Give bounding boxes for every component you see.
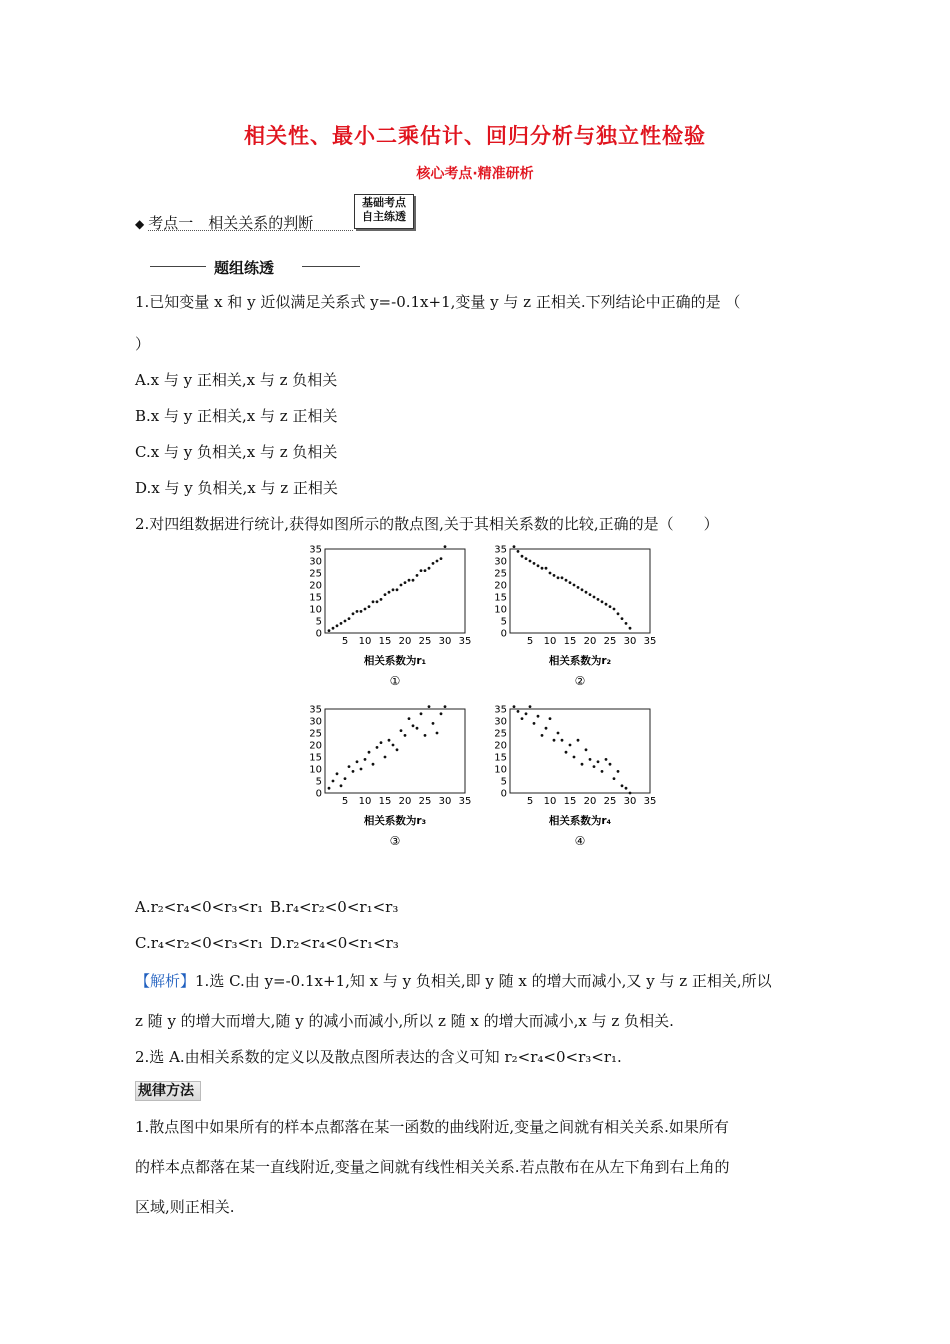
x-tick-label: 35 [643,796,657,807]
y-tick-label: 30 [494,716,507,728]
y-tick-label: 35 [309,545,322,556]
scatter-plot-4 [494,705,656,846]
section-underline [148,230,353,231]
solution-line1 [135,970,772,991]
data-point [609,763,612,766]
section-stamp [354,194,414,229]
rule-line3: 区域,则正相关. [135,1198,235,1216]
q1-option-a: A.x 与 y 正相关,x 与 z 负相关 [135,371,338,389]
data-point [428,567,431,570]
data-point [408,579,411,582]
y-tick-label: 30 [309,716,322,728]
data-point [533,562,536,565]
x-tick-label: 20 [583,796,597,807]
data-point [376,746,379,749]
data-point [388,739,391,742]
q2-option-b: B.r₄<r₂<0<r₁<r₃ [270,898,399,916]
data-point [621,784,624,787]
y-tick-label: 5 [315,776,322,788]
data-point [380,741,383,744]
data-point [625,787,628,790]
data-point [364,758,367,761]
data-point [412,579,415,582]
y-tick-label: 35 [494,704,507,716]
x-tick-label: 35 [643,636,657,647]
page-title: 相关性、最小二乘估计、回归分析与独立性检验 [244,124,706,148]
data-point [372,763,375,766]
y-tick-label: 20 [309,580,322,592]
data-point [625,622,628,625]
data-point [336,772,339,775]
data-point [396,588,399,591]
plot-number: ① [389,674,401,688]
data-point [585,591,588,594]
x-tick-label: 20 [398,796,412,807]
data-point [424,734,427,737]
data-point [344,620,347,623]
y-tick-label: 15 [309,752,322,764]
scatter-plot-2 [494,545,656,688]
data-point [549,572,552,575]
q2-stem: 2.对四组数据进行统计,获得如图所示的散点图,关于其相关系数的比较,正确的是（ ） [135,515,719,533]
data-point [517,550,520,553]
data-point [521,555,524,558]
data-point [332,627,335,630]
y-tick-label: 0 [500,788,507,800]
data-point [545,567,548,570]
plot-number: ④ [574,834,586,845]
plot-caption: 相关系数为r₂ [548,655,612,667]
data-point [577,739,580,742]
data-point [553,739,556,742]
data-point [384,593,387,596]
y-tick-label: 30 [309,556,322,568]
data-point [356,610,359,613]
y-tick-label: 15 [309,592,322,604]
data-point [404,581,407,584]
data-point [444,705,447,708]
data-point [352,612,355,615]
group-heading-text: 题组练透 [214,259,275,277]
scatter-plot-1 [309,545,471,688]
data-point [392,588,395,591]
data-point [444,545,447,548]
x-tick-label: 10 [543,636,557,647]
data-point [396,748,399,751]
q1-option-c: C.x 与 y 负相关,x 与 z 负相关 [135,443,338,461]
rule-heading-text: 规律方法 [138,1083,194,1099]
q2-option-a: A.r₂<r₄<0<r₃<r₁ [135,898,264,916]
q1-stem-line1: 1.已知变量 x 和 y 近似满足关系式 y=-0.1x+1,变量 y 与 z 正相关.下列结论中正确的是 （ [135,293,741,311]
x-tick-label: 10 [358,636,372,647]
data-point [629,627,632,630]
q1-stem-line2: ） [135,335,151,353]
x-tick-label: 15 [378,796,392,807]
data-point [561,576,564,579]
y-tick-label: 10 [494,604,507,616]
plot-number: ③ [389,834,401,845]
y-tick-label: 35 [309,704,322,716]
data-point [557,576,560,579]
y-tick-label: 20 [494,580,507,592]
data-point [404,734,407,737]
diamond-icon: ◆ [135,217,145,231]
data-point [336,624,339,627]
group-heading-line-right [302,266,360,267]
data-point [360,610,363,613]
data-point [553,574,556,577]
data-point [368,605,371,608]
data-point [432,562,435,565]
data-point [380,598,383,601]
plot-frame [510,709,650,793]
data-point [593,596,596,599]
data-point [424,569,427,572]
data-point [420,569,423,572]
y-tick-label: 15 [494,592,507,604]
x-tick-label: 5 [341,796,349,807]
data-point [541,567,544,570]
scatter-plot-3 [309,705,471,846]
data-point [609,605,612,608]
y-tick-label: 10 [309,764,322,776]
data-point [436,732,439,735]
data-point [561,739,564,742]
y-tick-label: 25 [309,728,322,740]
data-point [428,705,431,708]
data-point [352,770,355,773]
stamp-line2: 自主练透 [362,210,406,223]
data-point [412,724,415,727]
data-point [400,584,403,587]
data-point [328,629,331,632]
x-tick-label: 30 [623,796,637,807]
y-tick-label: 5 [500,616,507,628]
y-tick-label: 0 [315,628,322,640]
data-point [529,705,532,708]
data-point [360,768,363,771]
data-point [597,598,600,601]
data-point [521,717,524,720]
data-point [416,727,419,730]
data-point [629,792,632,795]
data-point [364,608,367,611]
data-point [392,744,395,747]
x-tick-label: 20 [398,636,412,647]
data-point [573,584,576,587]
y-tick-label: 5 [500,776,507,788]
data-point [436,560,439,563]
y-tick-label: 5 [315,616,322,628]
y-tick-label: 0 [315,788,322,800]
data-point [388,591,391,594]
data-point [372,600,375,603]
data-point [541,734,544,737]
group-heading [150,257,360,275]
y-tick-label: 25 [494,728,507,740]
page-subtitle: 核心考点·精准研析 [416,166,534,182]
stamp-line1: 基础考点 [362,196,406,209]
q1-option-b: B.x 与 y 正相关,x 与 z 正相关 [135,407,338,425]
plot-caption: 相关系数为r₁ [363,655,427,667]
solution-tag: 【解析】 [135,972,196,990]
x-tick-label: 30 [438,796,452,807]
x-tick-label: 5 [526,636,534,647]
data-point [585,748,588,751]
data-point [356,760,359,763]
q2-option-d: D.r₂<r₄<0<r₁<r₃ [270,934,399,952]
data-point [621,617,624,620]
data-point [589,593,592,596]
x-tick-label: 5 [526,796,534,807]
data-point [517,710,520,713]
solution-line3: 2.选 A.由相关系数的定义以及散点图所表达的含义可知 r₂<r₄<0<r₃<r₁. [135,1048,622,1066]
data-point [593,765,596,768]
section-label: 考点一 相关关系的判断 [148,214,314,232]
scatter-figure [300,545,660,845]
x-tick-label: 25 [418,796,432,807]
solution-line1-text: 1.选 C.由 y=-0.1x+1,知 x 与 y 负相关,即 y 随 x 的增大而减小,又 y 与 z 正相关,所以 [195,972,772,990]
plot-number: ② [574,674,586,688]
data-point [440,557,443,560]
q2-option-c: C.r₄<r₂<0<r₃<r₁ [135,934,264,952]
q1-option-d: D.x 与 y 负相关,x 与 z 正相关 [135,479,338,497]
data-point [340,622,343,625]
data-point [545,727,548,730]
data-point [332,780,335,783]
data-point [400,729,403,732]
y-tick-label: 20 [309,740,322,752]
data-point [601,600,604,603]
solution-line2: z 随 y 的增大而增大,随 y 的减小而减小,所以 z 随 x 的增大而减小,x 与 z 负相关. [135,1012,674,1030]
data-point [408,717,411,720]
data-point [340,784,343,787]
data-point [533,722,536,725]
data-point [565,579,568,582]
data-point [605,603,608,606]
x-tick-label: 30 [438,636,452,647]
data-point [420,712,423,715]
data-point [440,712,443,715]
data-point [376,600,379,603]
data-point [577,586,580,589]
data-point [605,758,608,761]
data-point [525,557,528,560]
plot-frame [325,709,465,793]
rule-line1: 1.散点图中如果所有的样本点都落在某一函数的曲线附近,变量之间就有相关关系.如果所有 [135,1118,729,1136]
data-point [565,751,568,754]
y-tick-label: 10 [309,604,322,616]
y-tick-label: 15 [494,752,507,764]
data-point [344,777,347,780]
data-point [384,756,387,759]
y-tick-label: 25 [309,568,322,580]
x-tick-label: 15 [378,636,392,647]
data-point [581,588,584,591]
y-tick-label: 25 [494,568,507,580]
x-tick-label: 25 [603,636,617,647]
y-tick-label: 10 [494,764,507,776]
y-tick-label: 20 [494,740,507,752]
data-point [513,705,516,708]
y-tick-label: 0 [500,628,507,640]
data-point [557,732,560,735]
x-tick-label: 30 [623,636,637,647]
data-point [573,756,576,759]
x-tick-label: 15 [563,636,577,647]
data-point [569,581,572,584]
x-tick-label: 10 [543,796,557,807]
x-tick-label: 10 [358,796,372,807]
plot-caption: 相关系数为r₄ [548,815,612,827]
data-point [537,564,540,567]
data-point [529,560,532,563]
data-point [581,763,584,766]
data-point [328,787,331,790]
data-point [617,612,620,615]
x-tick-label: 25 [418,636,432,647]
data-point [416,574,419,577]
data-point [432,722,435,725]
x-tick-label: 15 [563,796,577,807]
data-point [613,608,616,611]
data-point [597,760,600,763]
data-point [537,715,540,718]
data-point [525,712,528,715]
data-point [513,545,516,548]
x-tick-label: 35 [458,796,472,807]
data-point [569,744,572,747]
data-point [549,717,552,720]
y-tick-label: 30 [494,556,507,568]
data-point [589,758,592,761]
data-point [601,770,604,773]
plot-caption: 相关系数为r₃ [363,815,427,827]
rule-heading [135,1081,201,1101]
data-point [348,765,351,768]
x-tick-label: 20 [583,636,597,647]
data-point [617,770,620,773]
x-tick-label: 35 [458,636,472,647]
y-tick-label: 35 [494,545,507,556]
data-point [368,751,371,754]
x-tick-label: 5 [341,636,349,647]
group-heading-line-left [150,266,206,267]
x-tick-label: 25 [603,796,617,807]
data-point [613,777,616,780]
data-point [348,617,351,620]
rule-line2: 的样本点都落在某一直线附近,变量之间就有线性相关关系.若点散布在从左下角到右上角的 [135,1158,730,1176]
